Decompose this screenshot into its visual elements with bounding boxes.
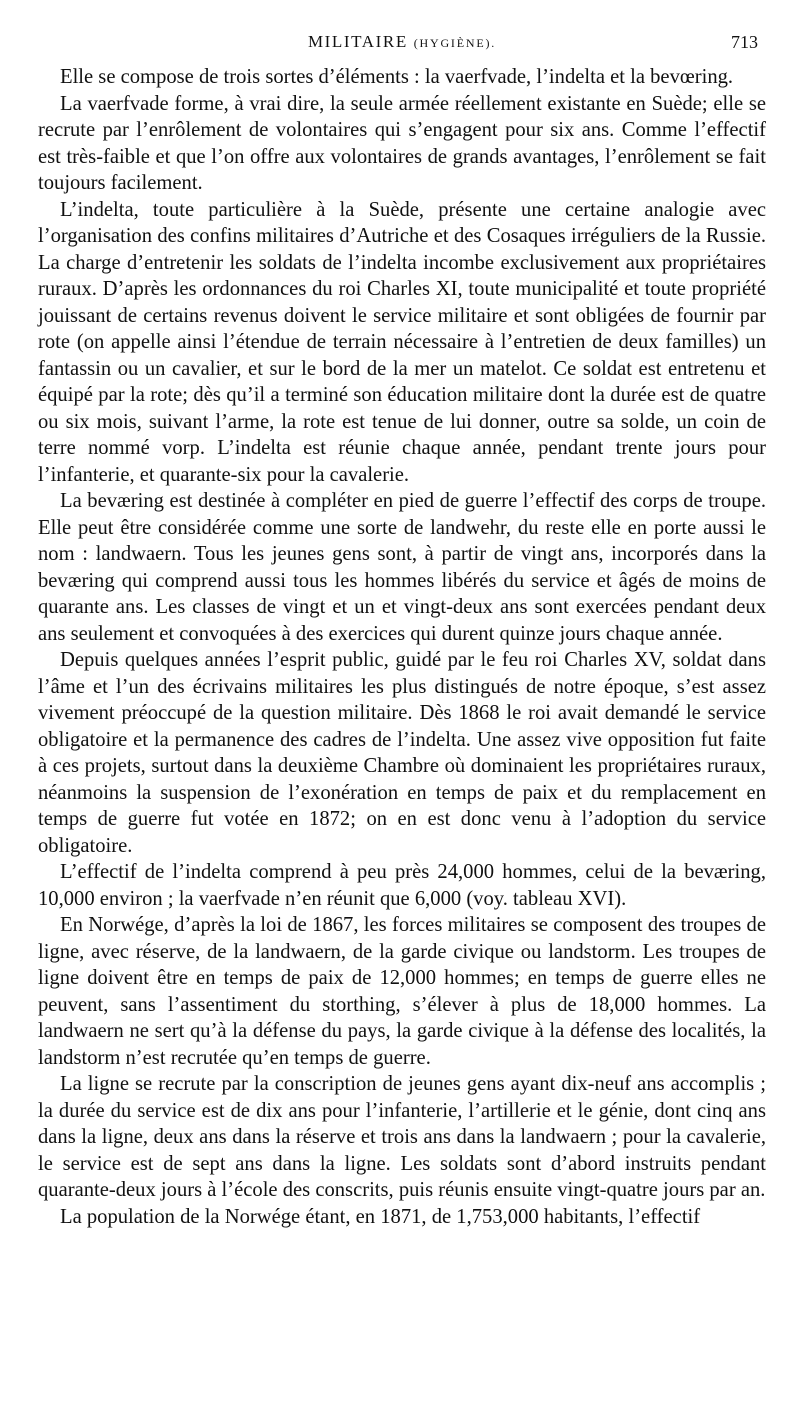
paragraph-indelta: L’indelta, toute particulière à la Suède, présente une certaine analogie avec l’organisation des confins militaires d’Autriche et des Cosaques irréguliers de la Russie. La charge d’entretenir les soldats de l’indelta incombe exclusivement aux propriétaires ruraux. D’après les ordonnances du roi Charles XI, toute municipalité et toute propriété jouissant de certains revenus doivent le service militaire et sont obligées de fournir par rote (on appelle ainsi l’étendue de terrain nécessaire à l’entretien de deux familles) un fantassin ou un cavalier, et sur le bord de la mer un matelot. Ce soldat est entretenu et équipé par la rote; dès qu’il a terminé son éducation militaire dont la durée est de quatre ou six mois, suivant l’arme, la rote est tenue de lui donner, outre sa solde, un coin de terre nommé vorp. L’indelta est réunie chaque année, pendant trente jours pour l’infanterie, et quarante-six pour la cavalerie. bbox=[38, 198, 766, 486]
paragraph-public-opinion: Depuis quelques années l’esprit public, guidé par le feu roi Charles XV, soldat dans l’âme et l’un des écrivains militaires les plus distingués de notre époque, s’est assez vivement préoccupé de la question militaire. Dès 1868 le roi avait demandé le service obligatoire et la permanence des cadres de l’indelta. Une assez vive opposition fut faite à ces projets, surtout dans la deuxième Chambre où dominaient les propriétaires ruraux, néanmoins la suspension de l’exonération en temps de paix et du remplacement en temps de guerre fut votée en 1872; on en est donc venu à l’adoption du service obligatoire. bbox=[38, 649, 766, 857]
paragraph-composition: Elle se compose de trois sortes d’éléments : la vaerfvade, l’indelta et la bevœring. bbox=[60, 66, 734, 88]
paragraph-norwege-population: La population de la Norwége étant, en 1871, de 1,753,000 habitants, l’effectif bbox=[60, 1205, 701, 1228]
running-title bbox=[38, 32, 766, 52]
paragraph-bevaering: La beværing est destinée à compléter en pied de guerre l’effectif des corps de troupe. Elle peut être considérée comme une sorte de landwehr, du reste elle en porte aussi le nom : landwaern. Tous les jeunes gens sont, à partir de vingt ans, incorporés dans la beværing qui comprend aussi tous les hommes libérés du service et âgés de moins de quarante ans. Les classes de vingt et un et vingt-deux ans sont exercées pendant deux ans seulement et convoquées à des exercices qui durent quinze jours chaque année. bbox=[38, 490, 766, 645]
running-title-subtitle: (HYGIÈNE). bbox=[413, 36, 497, 50]
page-body bbox=[38, 64, 766, 1230]
paragraph-vaerfvade: La vaerfvade forme, à vrai dire, la seule armée réellement existante en Suède; elle se recrute par l’enrôlement de volontaires qui s’engagent pour six ans. Comme l’effectif est très-faible et que l’on offre aux volontaires de grands avantages, l’enrôlement se fait toujours facilement. bbox=[38, 92, 766, 194]
paragraph-norwege-recrutement: La ligne se recrute par la conscription de jeunes gens ayant dix-neuf ans accomplis ; la durée du service est de dix ans pour l’infanterie, l’artillerie et le génie, dont cinq ans dans la ligne, deux ans dans la réserve et trois ans dans la landwaern ; pour la cavalerie, le service est de sept ans dans la ligne. Les soldats sont d’abord instruits pendant quarante-deux jours à l’école des conscrits, puis réunis ensuite vingt-quatre jours par an. bbox=[38, 1073, 766, 1201]
running-header bbox=[38, 30, 766, 60]
paragraph-effectifs-suede: L’effectif de l’indelta comprend à peu près 24,000 hommes, celui de la beværing, 10,000 environ ; la vaerfvade n’en réunit que 6,000 (voy. tableau XVI). bbox=[38, 861, 766, 910]
page-number: 713 bbox=[731, 32, 758, 52]
paragraph-norwege-forces: En Norwége, d’après la loi de 1867, les forces militaires se composent des troupes de ligne, avec réserve, de la landwaern, de la garde civique ou landstorm. Les troupes de ligne doivent être en temps de paix de 12,000 hommes; en temps de guerre elles ne peuvent, sans l’assentiment du storthing, s’élever à plus de 18,000 hommes. La landwaern ne sert qu’à la défense du pays, la garde civique à la défense des localités, la landstorm n’est recrutée qu’en temps de guerre. bbox=[38, 914, 766, 1069]
running-title-main: MILITAIRE bbox=[307, 32, 408, 51]
